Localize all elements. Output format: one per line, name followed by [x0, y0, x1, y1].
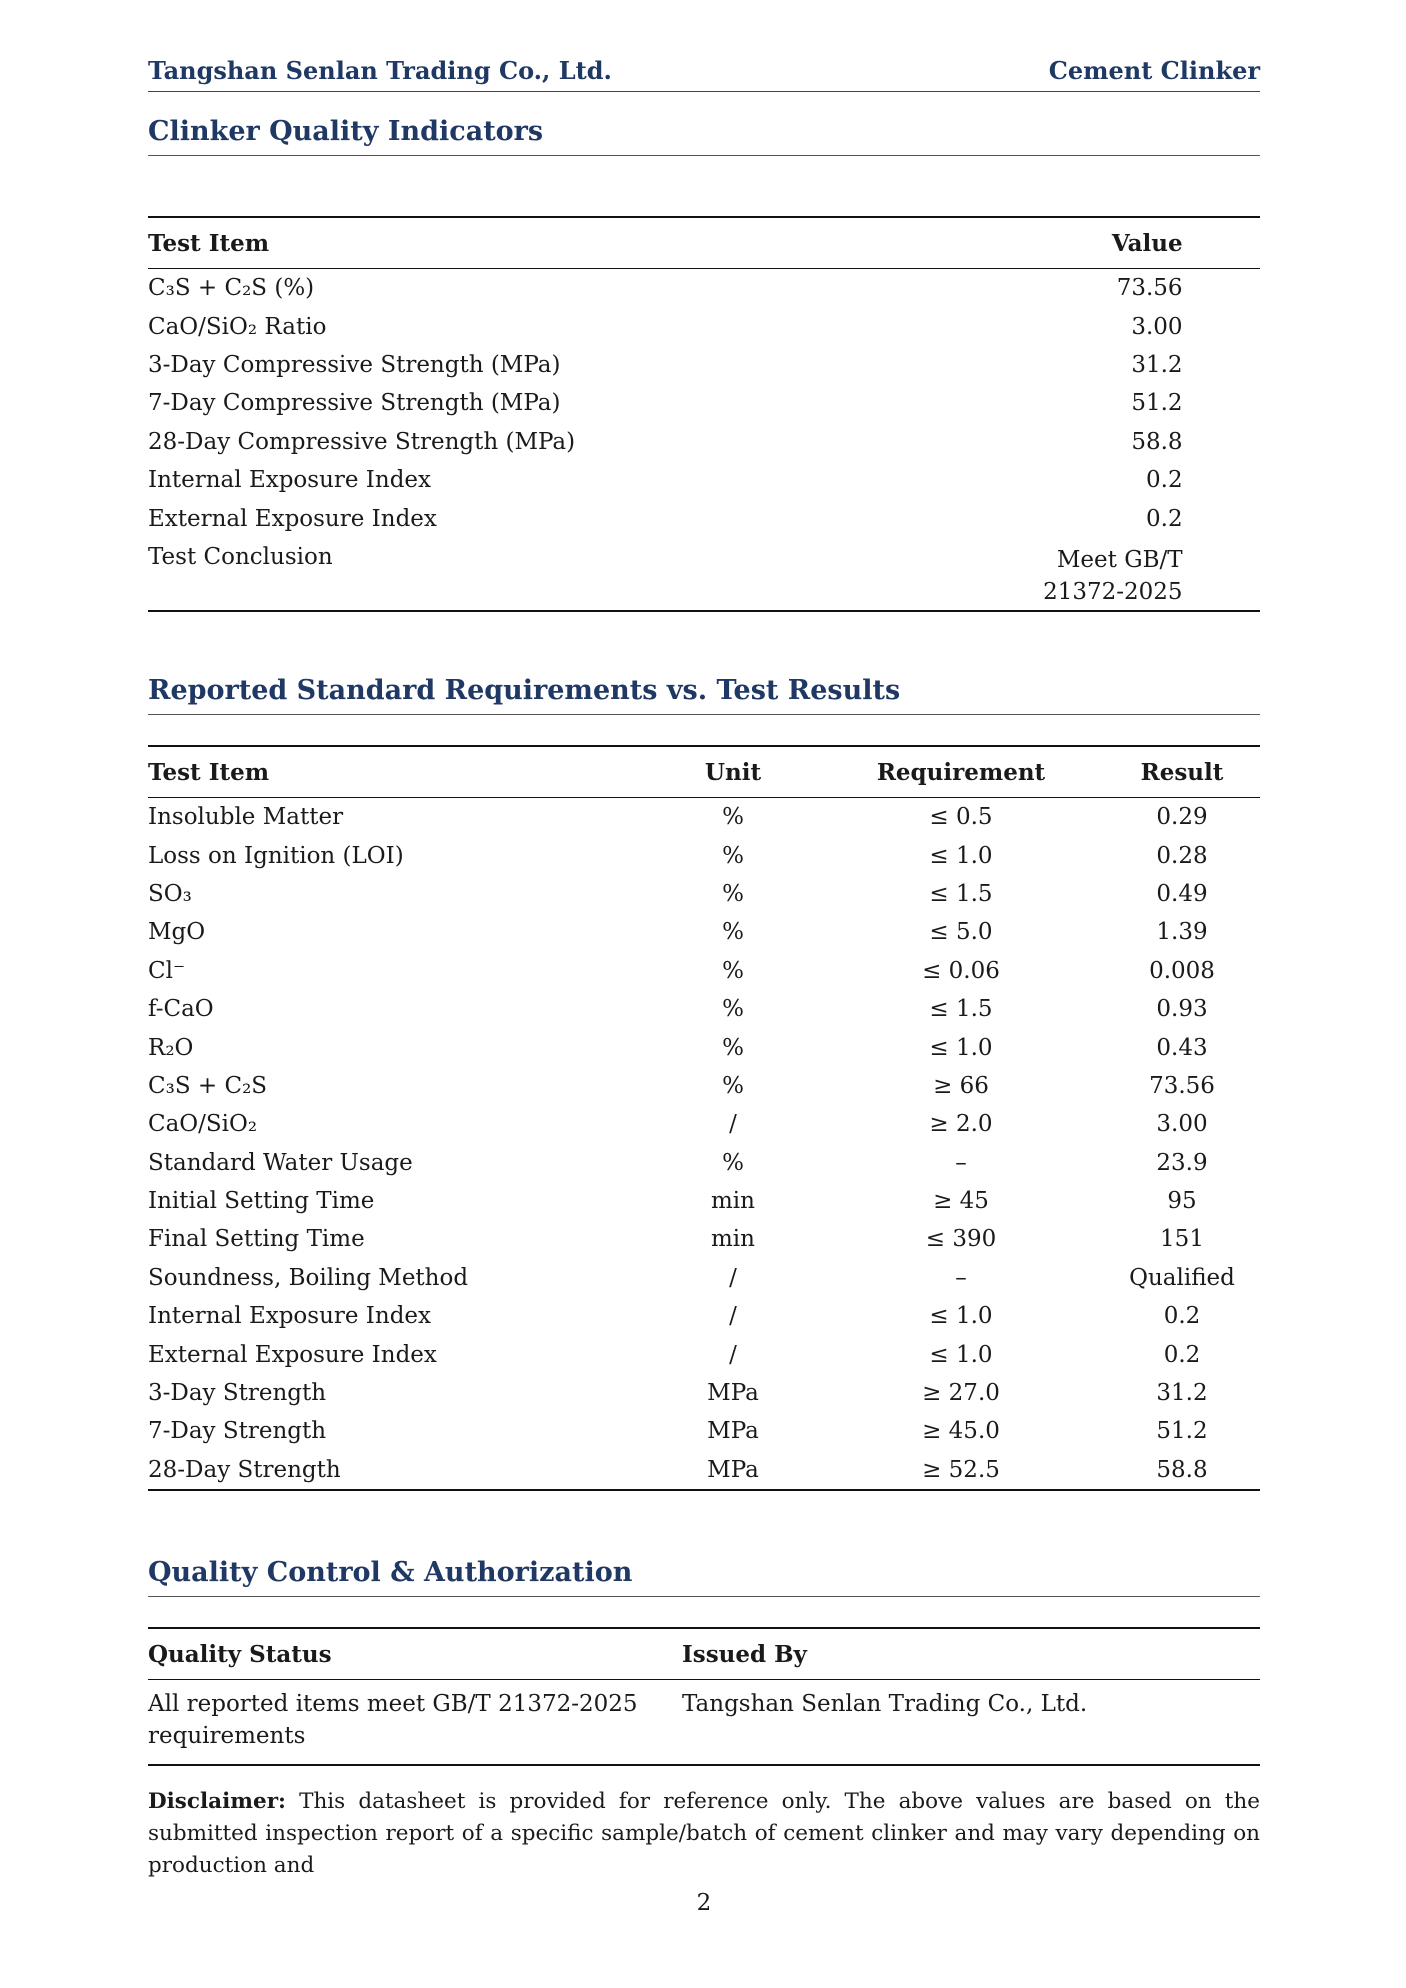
cell-item: Initial Setting Time — [148, 1188, 375, 1215]
cell-value: 31.2 — [1131, 351, 1183, 378]
cell-unit: % — [722, 957, 744, 984]
header-company: Tangshan Senlan Trading Co., Ltd. — [148, 56, 612, 85]
cell-value-conclusion — [1043, 538, 1182, 611]
cell-requirement: ≤ 5.0 — [929, 919, 993, 946]
cell-requirement: ≤ 1.0 — [929, 1303, 993, 1330]
cell-result: 0.93 — [1156, 996, 1208, 1023]
cell-value: 0.2 — [1146, 505, 1183, 532]
disclaimer-label: Disclaimer: — [148, 1789, 286, 1814]
conclusion-line: 21372-2025 — [1043, 578, 1183, 605]
cell-result: Qualified — [1129, 1264, 1235, 1291]
table-row — [148, 461, 1260, 499]
table-row — [148, 269, 1260, 308]
column-header-value: Value — [1043, 217, 1182, 269]
cell-quality-status — [148, 1680, 682, 1766]
cell-unit: / — [729, 1111, 737, 1138]
cell-issued-by: Tangshan Senlan Trading Co., Ltd. — [682, 1691, 1088, 1717]
table-row — [148, 1297, 1260, 1335]
authorization-table — [148, 1627, 1260, 1766]
cell-unit: MPa — [707, 1418, 759, 1445]
table-header-row — [148, 217, 1260, 269]
table-row — [148, 384, 1260, 422]
cell-result: 151 — [1160, 1226, 1204, 1253]
column-header-unit: Unit — [648, 746, 818, 798]
table-row — [148, 1182, 1260, 1220]
cell-item: CaO/SiO₂ — [148, 1111, 258, 1138]
cell-unit: % — [722, 919, 744, 946]
cell-result: 0.2 — [1163, 1341, 1201, 1368]
column-header-test-item: Test Item — [148, 217, 1043, 269]
cell-unit: % — [722, 1034, 744, 1061]
cell-value: 51.2 — [1131, 390, 1183, 417]
table-row — [148, 875, 1260, 913]
column-header-quality-status: Quality Status — [148, 1628, 682, 1680]
table-row — [148, 346, 1260, 384]
cell-requirement: ≤ 1.5 — [929, 880, 993, 907]
table-header-row — [148, 746, 1260, 798]
cell-requirement: ≤ 390 — [925, 1226, 997, 1253]
cell-result: 51.2 — [1156, 1418, 1208, 1445]
column-header-issued-by: Issued By — [682, 1628, 1260, 1680]
cell-item: 7-Day Strength — [148, 1418, 327, 1445]
cell-item: SO₃ — [148, 880, 192, 907]
cell-result: 58.8 — [1156, 1456, 1208, 1483]
cell-item: External Exposure Index — [148, 1341, 437, 1368]
cell-item: External Exposure Index — [148, 505, 437, 532]
cell-requirement: ≤ 0.5 — [929, 804, 993, 831]
table-row — [148, 952, 1260, 990]
column-header-result: Result — [1104, 746, 1260, 798]
cell-unit: % — [722, 880, 744, 907]
cell-requirement: – — [955, 1149, 967, 1176]
cell-unit: / — [729, 1341, 737, 1368]
cell-result: 31.2 — [1156, 1380, 1208, 1407]
cell-value: 3.00 — [1131, 313, 1183, 340]
section-title-quality-control: Quality Control & Authorization — [148, 1557, 1260, 1597]
table-row — [148, 307, 1260, 345]
cell-unit: % — [722, 996, 744, 1023]
cell-result: 1.39 — [1156, 919, 1208, 946]
running-header — [148, 56, 1260, 92]
cell-requirement: ≤ 1.0 — [929, 1341, 993, 1368]
cell-item: Standard Water Usage — [148, 1149, 413, 1176]
cell-unit: MPa — [707, 1456, 759, 1483]
cell-result: 0.43 — [1156, 1034, 1208, 1061]
cell-result: 0.008 — [1149, 957, 1215, 984]
table-row — [148, 1335, 1260, 1373]
cell-item: 3-Day Compressive Strength (MPa) — [148, 351, 561, 378]
cell-item: 7-Day Compressive Strength (MPa) — [148, 390, 561, 417]
cell-requirement: ≥ 66 — [933, 1072, 989, 1099]
table-row — [148, 1451, 1260, 1490]
cell-result: 3.00 — [1156, 1111, 1208, 1138]
status-line: requirements — [148, 1723, 306, 1749]
table-row — [148, 1259, 1260, 1297]
cell-item: 28-Day Strength — [148, 1456, 341, 1483]
table-header-row — [148, 1628, 1260, 1680]
section-title-requirements: Reported Standard Requirements vs. Test Results — [148, 675, 1260, 715]
cell-item: 28-Day Compressive Strength (MPa) — [148, 428, 576, 455]
cell-requirement: – — [955, 1264, 967, 1291]
cell-result: 95 — [1167, 1188, 1197, 1215]
table-row — [148, 836, 1260, 874]
table-row — [148, 1067, 1260, 1105]
cell-item: f-CaO — [148, 996, 214, 1023]
cell-requirement: ≥ 45.0 — [922, 1418, 1000, 1445]
cell-unit: / — [729, 1303, 737, 1330]
cell-requirement: ≥ 45 — [933, 1188, 989, 1215]
cell-result: 73.56 — [1149, 1072, 1215, 1099]
cell-requirement: ≤ 1.0 — [929, 842, 993, 869]
table-row — [148, 1028, 1260, 1066]
cell-requirement: ≥ 52.5 — [922, 1456, 1000, 1483]
table-row — [148, 499, 1260, 537]
cell-unit: / — [729, 1264, 737, 1291]
column-header-test-item: Test Item — [148, 746, 648, 798]
document-page — [148, 0, 1260, 1988]
cell-item: Internal Exposure Index — [148, 467, 432, 494]
disclaimer — [148, 1786, 1260, 1878]
cell-item: C₃S + C₂S — [148, 1072, 268, 1099]
cell-requirement: ≤ 1.0 — [929, 1034, 993, 1061]
cell-item: MgO — [148, 919, 206, 946]
table-row — [148, 538, 1260, 611]
column-header-requirement: Requirement — [818, 746, 1104, 798]
cell-value: 73.56 — [1116, 275, 1183, 302]
cell-item: R₂O — [148, 1034, 194, 1061]
requirements-table — [148, 745, 1260, 1491]
table-row — [148, 1680, 1260, 1766]
cell-result: 0.49 — [1156, 880, 1208, 907]
section-title-clinker-quality: Clinker Quality Indicators — [148, 116, 1260, 156]
cell-requirement: ≥ 27.0 — [922, 1380, 1000, 1407]
status-line: All reported items meet GB/T 21372-2025 — [148, 1691, 638, 1717]
cell-item: C₃S + C₂S (%) — [148, 275, 315, 302]
table-row — [148, 913, 1260, 951]
cell-item: Cl⁻ — [148, 957, 186, 984]
header-product: Cement Clinker — [1048, 56, 1260, 85]
cell-item: Insoluble Matter — [148, 804, 344, 831]
requirements-table-body — [148, 798, 1260, 1491]
cell-result: 0.29 — [1156, 804, 1208, 831]
cell-unit: min — [711, 1188, 755, 1215]
cell-unit: % — [722, 804, 744, 831]
page-number: 2 — [696, 1890, 712, 1916]
conclusion-line: Meet GB/T — [1056, 546, 1183, 573]
table-row — [148, 798, 1260, 837]
cell-value: 58.8 — [1131, 428, 1183, 455]
table-row — [148, 1412, 1260, 1450]
cell-value: 0.2 — [1146, 467, 1183, 494]
disclaimer-text: This datasheet is provided for reference only. The above values are based on the submitted inspection report of a specific sample/batch of cement clinker and may vary depending on production and — [148, 1789, 1260, 1878]
cell-unit: % — [722, 842, 744, 869]
cell-unit: MPa — [707, 1380, 759, 1407]
cell-item: Loss on Ignition (LOI) — [148, 842, 404, 869]
cell-requirement: ≥ 2.0 — [929, 1111, 993, 1138]
cell-unit: % — [722, 1149, 744, 1176]
cell-item: Internal Exposure Index — [148, 1303, 432, 1330]
cell-unit: % — [722, 1072, 744, 1099]
cell-item: Test Conclusion — [148, 543, 333, 570]
table-row — [148, 1144, 1260, 1182]
table-row — [148, 1220, 1260, 1258]
cell-item: Soundness, Boiling Method — [148, 1264, 469, 1291]
table-row — [148, 990, 1260, 1028]
cell-requirement: ≤ 1.5 — [929, 996, 993, 1023]
table-row — [148, 423, 1260, 461]
cell-result: 0.2 — [1163, 1303, 1201, 1330]
clinker-quality-table — [148, 216, 1260, 612]
cell-item: 3-Day Strength — [148, 1380, 327, 1407]
table-row — [148, 1105, 1260, 1143]
cell-unit: min — [711, 1226, 755, 1253]
cell-item: Final Setting Time — [148, 1226, 365, 1253]
cell-result: 23.9 — [1156, 1149, 1208, 1176]
cell-item: CaO/SiO₂ Ratio — [148, 313, 327, 340]
cell-requirement: ≤ 0.06 — [922, 957, 1000, 984]
table-row — [148, 1374, 1260, 1412]
cell-result: 0.28 — [1156, 842, 1208, 869]
